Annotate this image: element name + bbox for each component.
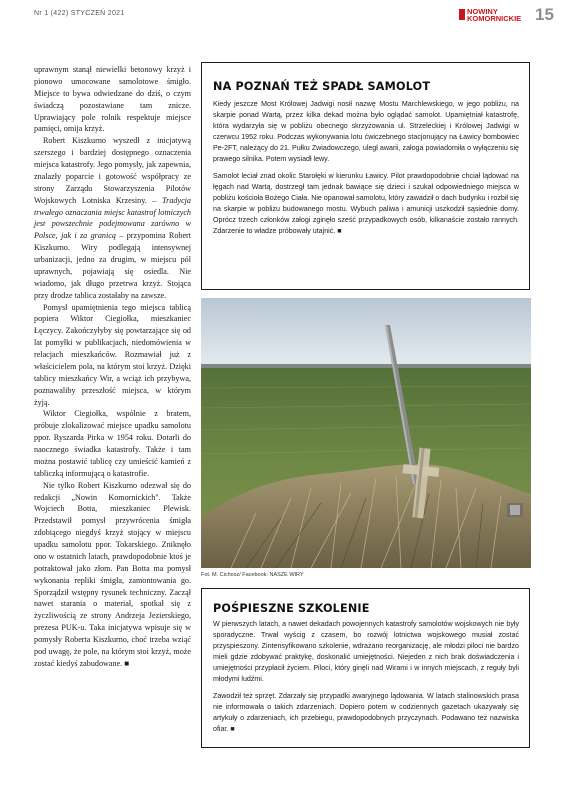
paragraph-2-quote: Tradycja trwałego oznaczania miejsc katastrof lotniczych jest powszechnie podejmowana zarówno w Polsce, jak i za granicą	[34, 195, 191, 241]
box-title-poznan-crash: NA POZNAŃ TEŻ SPADŁ SAMOLOT	[213, 80, 431, 93]
box1-paragraph-2: Samolot leciał znad okolic Starołęki w kierunku Ławicy. Pilot prawdopodobnie chciał lądować na łęgach nad Wartą, dostrzegł tam jednak bawiące się dzieci i szukał odpowiedniego miejsca w pobliżu kościoła Bożego Ciała. Nie opanował samolotu, który zawadził o dach budynku i rozbił się na skarpie w pobliżu budowanego mostu. Wybuch paliwa i amunicji uszkodził sąsiednie domy. Oprócz trzech członków załogi zginęło sześć przypadkowych osób, kilkanaście zostało rannych. Zdarzenie to władze próbowały utajnić. ■	[213, 172, 519, 235]
field-cross-image	[201, 298, 531, 568]
page-number: 15	[535, 5, 554, 24]
box-body-hasty-training	[213, 619, 519, 741]
article-paragraph-3: Pomysł upamiętnienia tego miejsca tablicą popiera Wiktor Ciegiołka, mieszkaniec Łęczycy. Zakończyłyby się powtarzające się od lat pomyłki w publikacjach, niedomówienia w relacjach mieszkańców. Rozmawiał już z właścicielem pola, na którym stoi krzyż. Dzięki tablicy mieszkańcy Wir, a wciąż ich przybywa, poznawaliby przeszłość miejsca, w którym żyją.	[34, 302, 191, 407]
box1-paragraph-1: Kiedy jeszcze Most Królowej Jadwigi nosił nazwę Mostu Marchlewskiego, w jego pobliżu, na skarpie ponad Wartą, przez kilka dekad można było oglądać samolot. Upamiętniał katastrofę, która wydarzyła się w pobliżu obecnego skrzyżowania ul. Strzeleckiej i Królowej Jadwigi w czerwcu 1952 roku. Podczas wykonywania lotu ćwiczebnego stacjonujący na Ławicy bombowiec Pe-2FT, należący do 21. Pułku Zwiadowczego, uległ awarii, załoga powiadomiła o wyłączeniu się prawego silnika. Potem wysiadł lewy.	[213, 100, 519, 163]
logo-line-2: KOMORNICKIE	[467, 14, 522, 23]
logo-line-1: NOWINY	[467, 7, 498, 16]
page-header	[0, 0, 565, 30]
article-paragraph-4: Wiktor Ciegiołka, wspólnie z bratem, próbuje zlokalizować miejsce upadku samolotu ppor. Ryszarda Pirka w 1954 roku. Dotarli do naocznego świadka katastrofy. Także i tam można postawić tablicę czy umieścić kamień z tabliczką informującą o katastrofie.	[34, 409, 191, 478]
issue-info: Nr 1 (422) STYCZEŃ 2021	[34, 10, 125, 17]
logo-flag-icon	[459, 9, 465, 20]
photo-caption: Fot. M. Cichosz/ Facebook: NASZE WIRY	[201, 572, 304, 578]
sidebar-box-hasty-training	[201, 588, 530, 748]
box-title-hasty-training: POŚPIESZNE SZKOLENIE	[213, 602, 370, 615]
article-paragraph-2	[34, 135, 191, 301]
article-paragraph-1: uprawnym stanął niewielki betonowy krzyż i pionowo umocowane samolotowe śmigło. Miejsce to bywa odwiedzane do dziś, o czym świadczą pozostawiane tam znicze. Uprawiający pole rolnik respektuje miejsce pamięci, omija krzyż.	[34, 65, 191, 134]
box2-paragraph-2: Zawodził też sprzęt. Zdarzały się przypadki awaryjnego lądowania. W latach stalinowskich prasa nie informowała o takich zdarzeniach. Dopiero potem w codziennych gazetach ukazywały się artykuły o zdarzeniach, ich przebiegu, prawdopodobnych przyczynach. Podawano też nazwiska ofiar. ■	[213, 692, 519, 733]
article-paragraph-5: Nie tylko Robert Kiszkurno odezwał się do redakcji „Nowin Komornickich". Także Wojciech Botta, mieszkaniec Plewisk. Przedstawił pomysł przywrócenia śmigła zdobiącego niegdyś krzyż stojący w miejscu upadku samolotu ppor. Tokarskiego. Zniknęło ono w ostatnich latach, prawdopodobnie ktoś je potraktował jako złom. Pan Botta ma pomysł wykonania repliki śmigła, zamontowania go. Sporządził wstępny rysunek techniczny. Zaczął nawet starania o materiał, spotkał się z życzliwością ze strony Andrzeja Jezierskiego, prezesa PUK-u. Taka inicjatywa wpisuje się w pomysły Roberta Kiszkurno, choć trzeba wziąć pod uwagę, że pole, na którym stoi krzyż, może zostać kiedyś zabudowane. ■	[34, 480, 191, 668]
paragraph-2-rest: – przypomina Robert Kiszkurno. Wiry podlegają intensywnej urbanizacji, jedno za drugim, w miejscu pól uprawnych, pojawiają się osiedla. Nie wiadomo, jak długo przetrwa krzyż. Stojąca przy drodze tablica zostałaby na zawsze.	[34, 231, 192, 300]
newspaper-logo	[459, 8, 527, 22]
paragraph-2-intro: Robert Kiszkurno wyszedł z inicjatywą szerszego i bardziej dostępnego oznaczenia miejsca katastrofy. Jego pomysły, jak zapewnia, znalazły poparcie i gotowość współpracy ze strony Zarządu Stowarzyszenia Pilotów Wojskowych Lotniska Krzesiny. –	[34, 136, 191, 205]
box2-paragraph-1: W pierwszych latach, a nawet dekadach powojennych katastrofy samolotów wojskowych nie były sporadyczne. Trwał wyścig z czasem, bo rozwój lotnictwa wojskowego musiał zostać przyspieszony. Zintensyfikowano szkolenie, wdrażano reorganizację, ale młodzi piloci nie bardzo mieli gdzie zdobywać praktykę, doskonalić umiejętności. Niejeden z nich brak doświadczenia i umiejętności przypłacił życiem. Piloci, który ginęli nad Wirami i w innych miejscach, z reguły byli młodymi ludźmi.	[213, 620, 519, 683]
main-article-column	[34, 64, 191, 670]
field-cross-photo	[201, 298, 531, 568]
sidebar-box-poznan-crash	[201, 62, 530, 290]
box-body-poznan-crash	[213, 99, 519, 243]
logo-text	[467, 8, 529, 22]
